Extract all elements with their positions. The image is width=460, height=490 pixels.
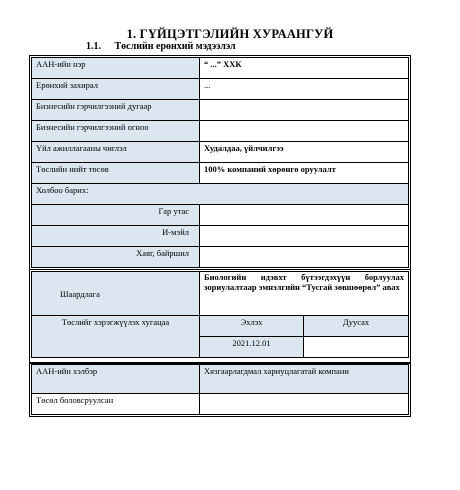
budget-value: 100% компаний хөрөнгө оруулалт	[200, 163, 409, 184]
subsection-heading	[86, 41, 236, 52]
section-title: ГҮЙЦЭТГЭЛИЙН ХУРААНГУЙ	[139, 27, 334, 41]
requirement-table	[31, 271, 409, 358]
certificate-date-label: Бизнесийн гэрчилгээний огноо	[32, 121, 200, 142]
table-row	[32, 205, 409, 226]
table-row	[32, 100, 409, 121]
section-heading	[0, 27, 460, 42]
contact-label: Холбоо барих:	[32, 184, 409, 205]
budget-label: Төслийн нийт төсөв	[32, 163, 200, 184]
prepared-by-value	[200, 394, 409, 415]
company-form-label: ААН-ийн хэлбэр	[32, 365, 200, 394]
end-label: Дуусах	[304, 316, 409, 337]
company-name-value: “ ...” ХХК	[200, 58, 409, 79]
email-value	[200, 226, 409, 247]
company-form-value: Хязгаарлагдмал хариуцлагатай компани	[200, 365, 409, 394]
requirement-value: Биологийн идэвхт бүтээгдэхүүн борлуулах зориулалтаар эмнэлгийн “Тусгай зөвшөөрөл” авах	[200, 272, 409, 316]
table-row	[32, 184, 409, 205]
info-table	[31, 57, 409, 268]
section-number: 1.	[126, 27, 137, 41]
certificate-date-value	[200, 121, 409, 142]
table-row	[32, 121, 409, 142]
prepared-by-label: Төсөл боловсруулсан	[32, 394, 200, 415]
table-row	[32, 394, 409, 415]
subsection-number: 1.1.	[86, 41, 101, 52]
address-value	[200, 247, 409, 268]
start-label: Эхлэх	[200, 316, 304, 337]
director-label: Ерөнхий захирал	[32, 79, 200, 100]
director-value: ...	[200, 79, 409, 100]
address-label: Хаяг, байршил	[32, 247, 200, 268]
table-row	[32, 142, 409, 163]
table-row	[32, 365, 409, 394]
timeline-label: Төслийг хэрэгжүүлэх хугацаа	[32, 316, 200, 358]
start-date-value: 2021.12.01	[200, 337, 304, 358]
phone-value	[200, 205, 409, 226]
email-label: И-мэйл	[32, 226, 200, 247]
table-row	[32, 226, 409, 247]
company-name-label: ААН-ийн нэр	[32, 58, 200, 79]
certificate-number-value	[200, 100, 409, 121]
table-row	[32, 247, 409, 268]
activity-label: Үйл ажиллагааны чиглэл	[32, 142, 200, 163]
table-row	[32, 272, 409, 316]
form-table	[31, 364, 409, 415]
table-row	[32, 163, 409, 184]
requirement-label: Шаардлага	[32, 272, 200, 316]
table-row	[32, 316, 409, 337]
subsection-title: Төслийн ерөнхий мэдээлэл	[114, 41, 236, 52]
table-row	[32, 79, 409, 100]
end-date-value	[304, 337, 409, 358]
phone-label: Гар утас	[32, 205, 200, 226]
table-row	[32, 58, 409, 79]
activity-value: Худалдаа, үйлчилгээ	[200, 142, 409, 163]
certificate-number-label: Бизнесийн гэрчилгээний дугаар	[32, 100, 200, 121]
